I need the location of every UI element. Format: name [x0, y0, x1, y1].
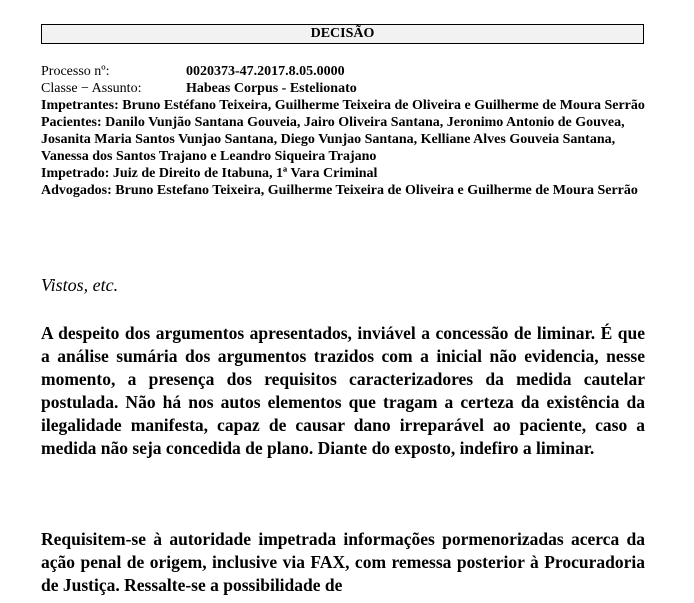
- impetrantes-line: Impetrantes: Bruno Estéfano Teixeira, Guilherme Teixeira de Oliveira e Guilherme de Moura Serrão: [41, 98, 645, 113]
- decision-paragraph-1: A despeito dos argumentos apresentados, inviável a concessão de liminar. É que a análise sumária dos argumentos trazidos com a inicial não evidencia, nesse momento, a presença dos requisitos caracterizadores da medida cautelar postulada. Não há nos autos elementos que tragam a certeza da existência da ilegalidade manifesta, capaz de causar dano irreparável ao paciente, caso a medida não seja concedida de plano. Diante do exposto, indefiro a liminar.: [41, 323, 645, 458]
- impetrado-line: Impetrado: Juiz de Direito de Itabuna, 1ª Vara Criminal: [41, 166, 378, 181]
- vistos-heading: Vistos, etc.: [41, 275, 119, 295]
- case-header: [41, 63, 651, 199]
- advogados-line: Advogados: Bruno Estefano Teixeira, Guilherme Teixeira de Oliveira e Guilherme de Moura Serrão: [41, 183, 638, 198]
- classe-label: Classe − Assunto:: [41, 81, 142, 96]
- processo-row: [41, 63, 651, 80]
- classe-row: [41, 80, 651, 97]
- pacientes-line: Pacientes: Danilo Vunjão Santana Gouveia, Jairo Oliveira Santana, Jeronimo Antonio de Gouvea, Josanita Maria Santos Vunjao Santana, Diego Vunjao Santana, Kelliane Alves Gouveia Santana, Vanessa dos Santos Trajano e Leandro Siqueira Trajano: [41, 115, 625, 164]
- classe-value: Habeas Corpus - Estelionato: [186, 81, 357, 96]
- processo-number: 0020373-47.2017.8.05.0000: [186, 64, 345, 79]
- decision-paragraph-2: Requisitem-se à autoridade impetrada informações pormenorizadas acerca da ação penal de origem, inclusive via FAX, com remessa posterior à Procuradoria de Justiça. Ressalte-se a possibilidade de: [41, 529, 645, 595]
- document-title: DECISÃO: [41, 24, 644, 44]
- processo-label: Processo nº:: [41, 64, 110, 79]
